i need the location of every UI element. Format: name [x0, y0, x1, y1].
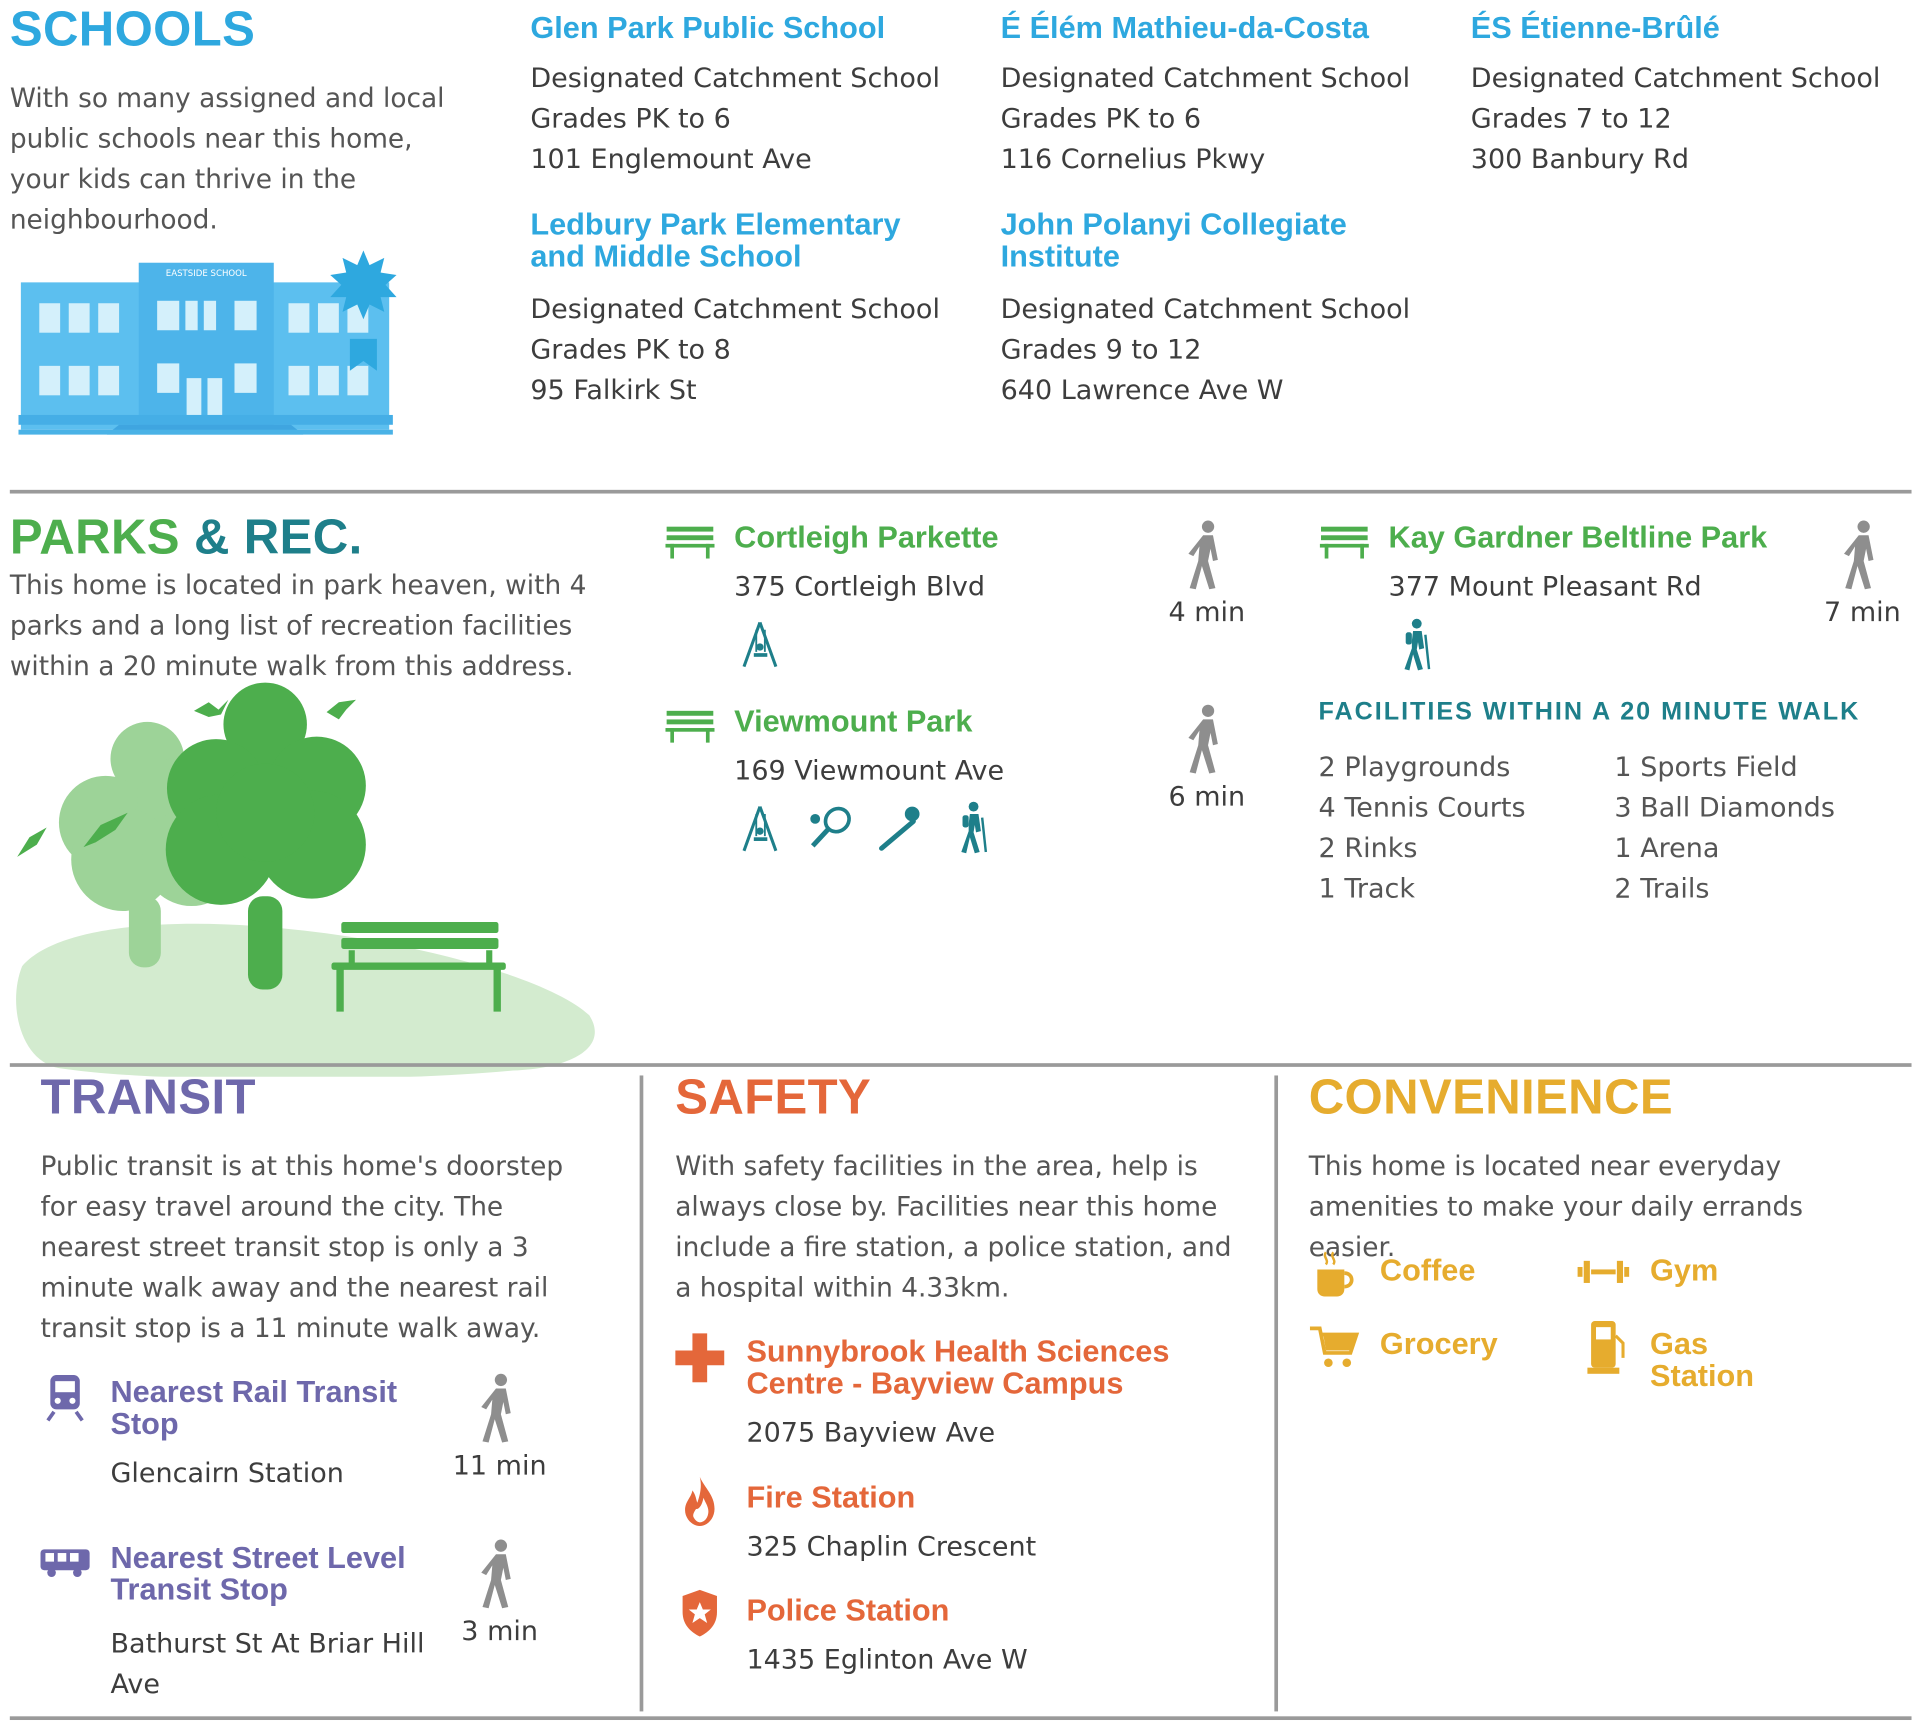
gas-station-label[interactable]: Gas Station	[1650, 1327, 1755, 1394]
rail-stop-name[interactable]: Glencairn Station	[110, 1458, 344, 1490]
column-divider	[640, 1075, 644, 1711]
walk-time	[444, 1538, 554, 1647]
park-name[interactable]: Viewmount Park	[734, 704, 973, 740]
park-address: 377 Mount Pleasant Rd	[1388, 572, 1702, 603]
school-sign-text: EASTSIDE SCHOOL	[165, 269, 247, 280]
school-card	[530, 207, 940, 412]
park-address: 375 Cortleigh Blvd	[734, 572, 986, 603]
walking-person-icon	[1182, 703, 1231, 777]
playground-icon	[739, 804, 781, 853]
walk-time	[1807, 519, 1917, 628]
facility-item: 1 Sports Field	[1614, 752, 1798, 784]
hiking-icon	[955, 800, 992, 854]
school-type: Designated Catchment School	[1000, 63, 1411, 95]
shopping-cart-icon	[1309, 1323, 1361, 1375]
park-illustration	[10, 678, 599, 1077]
gym-icon	[1576, 1257, 1630, 1291]
transit-description: Public transit is at this home's doorstep for easy travel around the city. The nearest street transit stop is only a 3 minute walk away and the nearest rail transit stop is a 11 minute walk away.	[40, 1151, 564, 1345]
facility-item: 2 Trails	[1614, 874, 1710, 905]
walk-time	[444, 1373, 554, 1482]
school-card	[1471, 12, 1913, 180]
school-name[interactable]: Ledbury Park Elementary and Middle School	[530, 207, 901, 274]
school-type: Designated Catchment School	[1470, 63, 1881, 95]
park-name[interactable]: Kay Gardner Beltline Park	[1388, 520, 1768, 555]
park-address: 169 Viewmount Ave	[734, 756, 1005, 787]
tennis-icon	[805, 804, 854, 853]
train-icon	[44, 1373, 86, 1427]
column-divider	[1274, 1075, 1278, 1711]
street-stop-name[interactable]: Bathurst St At Briar Hill Ave	[110, 1629, 425, 1701]
convenience-description: This home is located near everyday amenities to make your daily errands easier.	[1308, 1151, 1803, 1264]
parks-description: This home is located in park heaven, with 4 parks and a long list of recreation facilities within a 20 minute walk from this address.	[9, 570, 587, 683]
school-card	[1001, 12, 1443, 180]
safety-description: With safety facilities in the area, help is always close by. Facilities near this home include a fire station, a police station, and a hospital within 4.33km.	[675, 1151, 1232, 1304]
facility-item: 2 Rinks	[1318, 833, 1418, 865]
parks-title-part2: & REC.	[179, 510, 363, 565]
school-name[interactable]: John Polanyi Collegiate Institute	[1000, 207, 1347, 274]
walk-time-label: 3 min	[461, 1616, 539, 1648]
walk-time-label: 6 min	[1168, 782, 1246, 813]
fire-station-address: 325 Chaplin Crescent	[746, 1532, 1037, 1563]
bench-icon	[1320, 524, 1369, 558]
police-station-address: 1435 Eglinton Ave W	[746, 1645, 1028, 1676]
walk-time	[1152, 703, 1262, 812]
hospital-address: 2075 Bayview Ave	[746, 1417, 996, 1449]
school-type: Designated Catchment School	[1000, 294, 1411, 326]
school-address: 116 Cornelius Pkwy	[1000, 144, 1266, 176]
safety-title: SAFETY	[675, 1070, 872, 1125]
police-badge-icon	[680, 1589, 719, 1643]
school-grades: Grades PK to 8	[530, 335, 731, 366]
facilities-list-right	[1614, 748, 1834, 910]
school-address: 101 Englemount Ave	[530, 144, 812, 176]
fire-station-name[interactable]: Fire Station	[746, 1480, 916, 1515]
school-card	[530, 12, 972, 180]
school-name[interactable]: É Élém Mathieu-da-Costa	[1000, 11, 1369, 46]
walk-time-label: 11 min	[452, 1451, 547, 1482]
hospital-cross-icon	[675, 1333, 724, 1387]
facilities-title: FACILITIES WITHIN A 20 MINUTE WALK	[1318, 697, 1861, 726]
walking-person-icon	[1182, 519, 1231, 593]
facility-item: 1 Arena	[1614, 833, 1720, 865]
parks-title	[10, 511, 363, 566]
school-address: 300 Banbury Rd	[1470, 144, 1689, 176]
facility-item: 4 Tennis Courts	[1318, 793, 1526, 824]
school-address: 95 Falkirk St	[530, 375, 697, 407]
rail-stop-label: Nearest Rail Transit Stop	[110, 1375, 398, 1442]
walking-person-icon	[1838, 519, 1887, 593]
school-grades: Grades 7 to 12	[1470, 104, 1672, 136]
street-stop-label: Nearest Street Level Transit Stop	[110, 1540, 406, 1608]
school-card	[1000, 207, 1411, 412]
section-divider	[10, 1063, 1912, 1067]
walking-person-icon	[475, 1538, 524, 1612]
school-address: 640 Lawrence Ave W	[1000, 375, 1284, 407]
schools-description: With so many assigned and local public schools near this home, your kids can thrive in the neighbourhood.	[9, 83, 445, 236]
walking-person-icon	[475, 1373, 524, 1447]
fire-icon	[683, 1476, 717, 1532]
hospital-name[interactable]: Sunnybrook Health Sciences Centre - Bayview Campus	[746, 1334, 1170, 1401]
bench-icon	[665, 708, 714, 742]
section-divider	[10, 1716, 1912, 1720]
school-grades: Grades 9 to 12	[1000, 335, 1202, 366]
school-grades: Grades PK to 6	[530, 104, 731, 136]
coffee-label[interactable]: Coffee	[1379, 1253, 1476, 1288]
playground-icon	[739, 620, 781, 669]
walk-time	[1152, 519, 1262, 628]
section-divider	[10, 490, 1912, 494]
baseball-icon	[877, 804, 926, 853]
school-grades: Grades PK to 6	[1000, 104, 1202, 136]
walk-time-label: 4 min	[1168, 597, 1246, 629]
hiking-icon	[1398, 618, 1435, 672]
bus-icon	[39, 1547, 91, 1584]
school-building-illustration	[18, 250, 423, 446]
coffee-icon	[1314, 1250, 1356, 1304]
park-name[interactable]: Cortleigh Parkette	[734, 520, 999, 555]
schools-title: SCHOOLS	[9, 2, 256, 57]
school-type: Designated Catchment School	[530, 294, 940, 326]
school-name[interactable]: ÉS Étienne-Brûlé	[1470, 11, 1720, 46]
school-type: Designated Catchment School	[530, 63, 940, 95]
gas-pump-icon	[1586, 1319, 1628, 1380]
convenience-title: CONVENIENCE	[1308, 1070, 1673, 1125]
grocery-label[interactable]: Grocery	[1379, 1327, 1498, 1362]
police-station-name[interactable]: Police Station	[746, 1593, 950, 1628]
facility-item: 2 Playgrounds	[1318, 752, 1511, 784]
walk-time-label: 7 min	[1824, 597, 1901, 629]
transit-title: TRANSIT	[40, 1070, 256, 1125]
facility-item: 1 Track	[1318, 874, 1416, 905]
gym-label[interactable]: Gym	[1650, 1253, 1719, 1288]
school-name[interactable]: Glen Park Public School	[530, 11, 886, 46]
facility-item: 3 Ball Diamonds	[1614, 793, 1835, 824]
parks-title-part1: PARKS	[9, 510, 180, 565]
facilities-list-left	[1319, 748, 1526, 910]
bench-icon	[665, 524, 714, 558]
